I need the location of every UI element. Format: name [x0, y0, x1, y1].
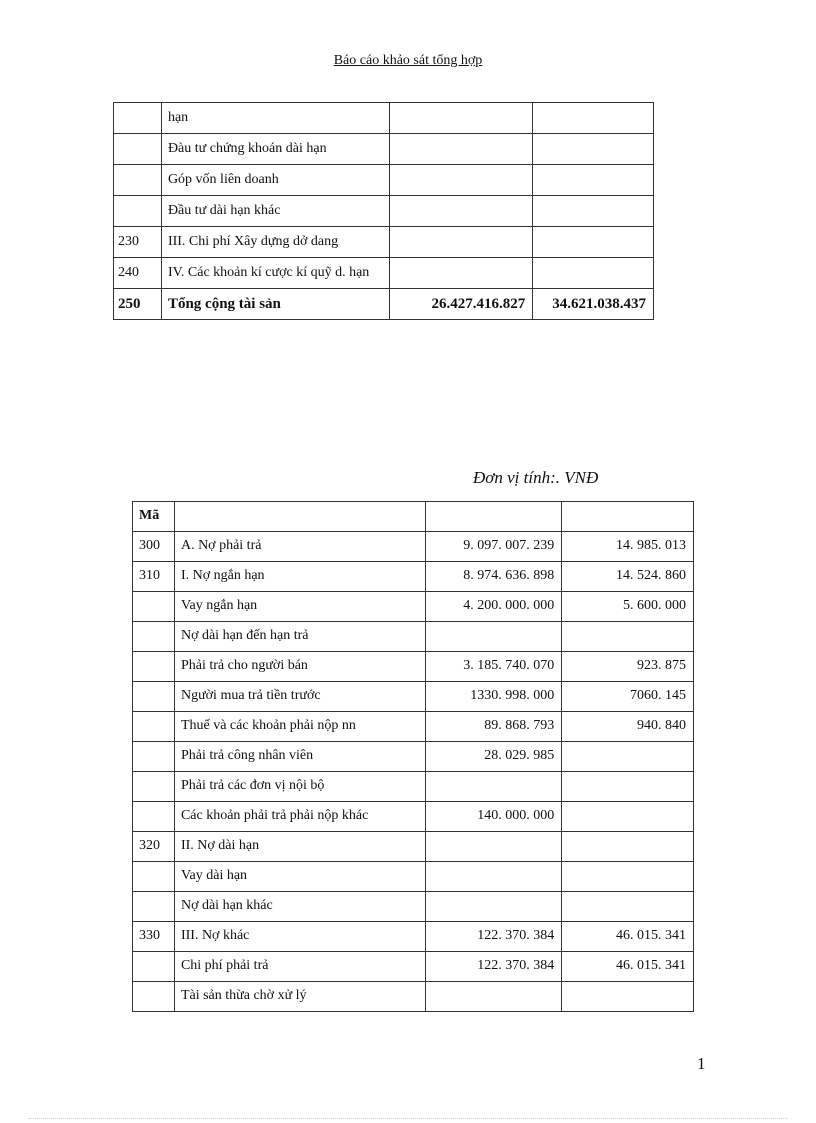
row-code: 230 — [114, 227, 162, 258]
total-label: Tổng cộng tài sản — [161, 289, 389, 320]
row-value-1: 122. 370. 384 — [426, 922, 562, 952]
row-value-1: 122. 370. 384 — [426, 952, 562, 982]
row-code: 300 — [133, 532, 175, 562]
table-row — [133, 772, 694, 802]
row-value-1 — [426, 862, 562, 892]
table-row — [133, 892, 694, 922]
row-label: III. Nợ khác — [174, 922, 425, 952]
row-value-2: 14. 524. 860 — [562, 562, 694, 592]
row-code — [133, 592, 175, 622]
row-value-2 — [533, 103, 654, 134]
total-code: 250 — [114, 289, 162, 320]
row-value-1 — [426, 892, 562, 922]
footer-divider — [28, 1118, 788, 1119]
currency-unit-label: Đơn vị tính:. VNĐ — [473, 468, 599, 487]
liabilities-table — [132, 501, 694, 1012]
row-value-2: 46. 015. 341 — [562, 922, 694, 952]
row-value-2 — [533, 134, 654, 165]
table-row — [133, 922, 694, 952]
row-label: Đầu tư dài hạn khác — [161, 196, 389, 227]
row-code — [114, 196, 162, 227]
total-value-1: 26.427.416.827 — [390, 289, 533, 320]
row-value-2: 7060. 145 — [562, 682, 694, 712]
row-value-1: 1330. 998. 000 — [426, 682, 562, 712]
row-value-2: 923. 875 — [562, 652, 694, 682]
table-row — [133, 682, 694, 712]
row-value-2 — [562, 982, 694, 1012]
row-code — [114, 134, 162, 165]
row-value-2 — [562, 622, 694, 652]
table-row — [133, 862, 694, 892]
row-code — [133, 712, 175, 742]
row-label: Góp vốn liên doanh — [161, 165, 389, 196]
row-value-1 — [426, 982, 562, 1012]
table-row — [114, 196, 654, 227]
row-code — [114, 165, 162, 196]
row-code — [133, 622, 175, 652]
row-code — [133, 682, 175, 712]
row-value-1 — [390, 134, 533, 165]
row-code — [133, 952, 175, 982]
table-row — [133, 742, 694, 772]
row-value-1 — [426, 832, 562, 862]
table-row — [114, 134, 654, 165]
row-value-2 — [562, 862, 694, 892]
row-label: Phải trả công nhân viên — [174, 742, 425, 772]
row-value-1 — [390, 227, 533, 258]
row-code — [133, 652, 175, 682]
row-label: hạn — [161, 103, 389, 134]
header-value-1 — [426, 502, 562, 532]
row-label: A. Nợ phải trả — [174, 532, 425, 562]
row-label: Đàu tư chứng khoán dài hạn — [161, 134, 389, 165]
row-value-1: 8. 974. 636. 898 — [426, 562, 562, 592]
row-value-2: 940. 840 — [562, 712, 694, 742]
header-code: Mã — [133, 502, 175, 532]
report-title: Báo cáo khảo sát tổng hợp — [333, 53, 483, 68]
row-code — [133, 982, 175, 1012]
row-value-1 — [390, 258, 533, 289]
row-value-1: 89. 868. 793 — [426, 712, 562, 742]
row-value-1: 3. 185. 740. 070 — [426, 652, 562, 682]
row-value-1: 28. 029. 985 — [426, 742, 562, 772]
row-value-1: 140. 000. 000 — [426, 802, 562, 832]
row-label: Thuế và các khoản phải nộp nn — [174, 712, 425, 742]
row-value-1 — [390, 196, 533, 227]
table-row — [133, 982, 694, 1012]
table-row — [133, 622, 694, 652]
row-value-2 — [562, 832, 694, 862]
table-row — [114, 258, 654, 289]
row-value-2 — [533, 227, 654, 258]
row-value-2 — [533, 165, 654, 196]
row-label: Chi phí phải trả — [174, 952, 425, 982]
header-value-2 — [562, 502, 694, 532]
table-row — [133, 802, 694, 832]
row-code — [133, 772, 175, 802]
page-number: 1 — [697, 1054, 706, 1073]
row-label: I. Nợ ngắn hạn — [174, 562, 425, 592]
table-row — [133, 712, 694, 742]
table-row — [133, 532, 694, 562]
row-label: Phải trả cho người bán — [174, 652, 425, 682]
row-label: Người mua trả tiền trước — [174, 682, 425, 712]
header-label — [174, 502, 425, 532]
row-value-2 — [562, 802, 694, 832]
row-label: Vay dài hạn — [174, 862, 425, 892]
assets-table — [113, 102, 654, 320]
row-label: Nợ dài hạn đến hạn trả — [174, 622, 425, 652]
row-value-2 — [562, 742, 694, 772]
table-row — [133, 652, 694, 682]
row-value-2 — [562, 892, 694, 922]
total-value-2: 34.621.038.437 — [533, 289, 654, 320]
total-row — [114, 289, 654, 320]
row-code: 320 — [133, 832, 175, 862]
row-label: II. Nợ dài hạn — [174, 832, 425, 862]
row-code — [133, 802, 175, 832]
row-value-2 — [562, 772, 694, 802]
row-label: Các khoản phải trả phải nộp khác — [174, 802, 425, 832]
row-label: Tài sản thừa chờ xử lý — [174, 982, 425, 1012]
table-row — [114, 103, 654, 134]
row-value-2: 5. 600. 000 — [562, 592, 694, 622]
row-value-1: 9. 097. 007. 239 — [426, 532, 562, 562]
row-label: Vay ngắn hạn — [174, 592, 425, 622]
table-row — [133, 592, 694, 622]
row-value-1 — [426, 622, 562, 652]
row-value-2: 46. 015. 341 — [562, 952, 694, 982]
row-code — [133, 892, 175, 922]
row-code — [114, 103, 162, 134]
table-header-row — [133, 502, 694, 532]
row-value-2 — [533, 258, 654, 289]
row-label: Nợ dài hạn khác — [174, 892, 425, 922]
row-code — [133, 742, 175, 772]
row-value-1 — [426, 772, 562, 802]
table-row — [133, 832, 694, 862]
row-label: III. Chi phí Xây dựng dở dang — [161, 227, 389, 258]
row-label: IV. Các khoản kí cược kí quỹ d. hạn — [161, 258, 389, 289]
row-code: 330 — [133, 922, 175, 952]
row-value-2 — [533, 196, 654, 227]
table-row — [114, 227, 654, 258]
row-code: 240 — [114, 258, 162, 289]
table-row — [114, 165, 654, 196]
row-value-1: 4. 200. 000. 000 — [426, 592, 562, 622]
row-code: 310 — [133, 562, 175, 592]
row-value-2: 14. 985. 013 — [562, 532, 694, 562]
row-value-1 — [390, 165, 533, 196]
row-code — [133, 862, 175, 892]
table-row — [133, 952, 694, 982]
row-value-1 — [390, 103, 533, 134]
table-row — [133, 562, 694, 592]
row-label: Phải trả các đơn vị nội bộ — [174, 772, 425, 802]
